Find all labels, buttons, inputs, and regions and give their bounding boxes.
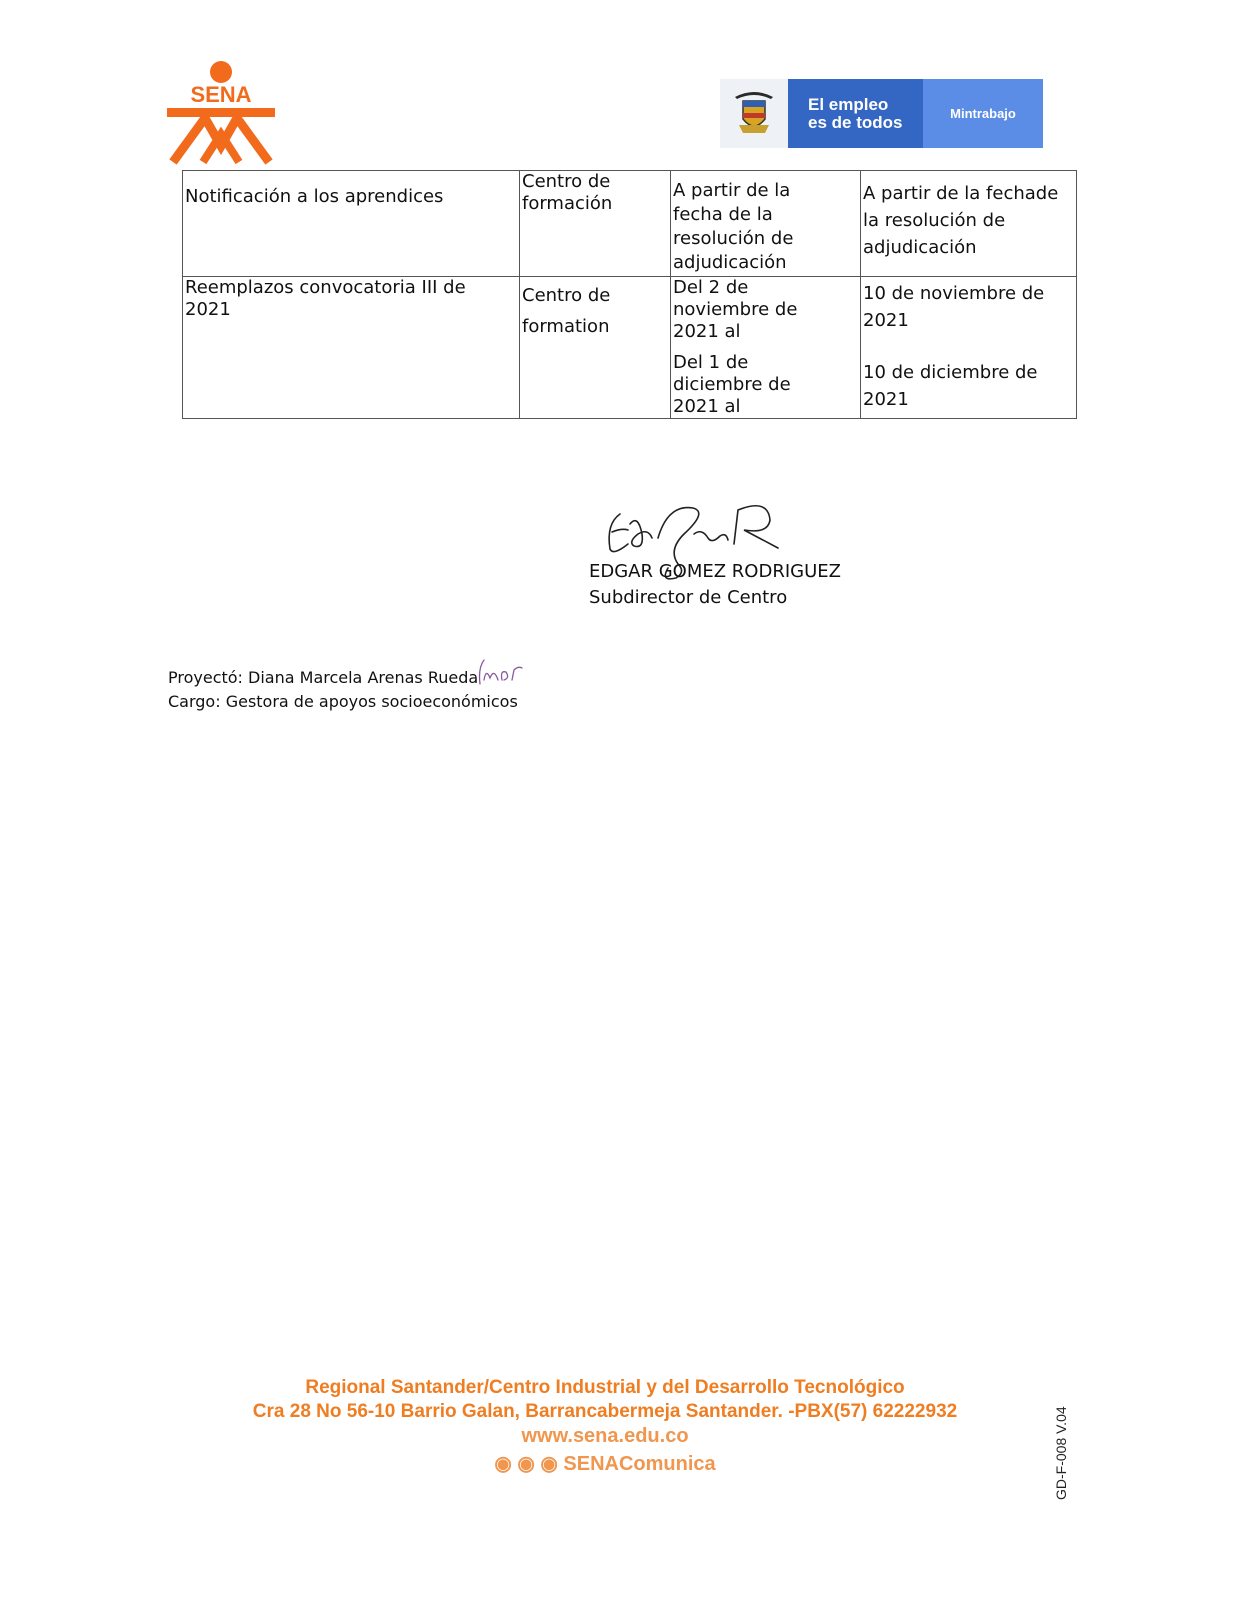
sena-logo <box>165 58 277 168</box>
start-date-cell: A partir de la fecha de la resolución de adjudicación <box>671 171 861 277</box>
end-date-cell: 10 de noviembre de 2021 10 de diciembre de 2021 <box>861 277 1077 419</box>
table-row <box>183 171 1077 277</box>
signer-name: EDGAR GOMEZ RODRIGUEZ <box>589 561 841 582</box>
prepared-role: Cargo: Gestora de apoyos socioeconómicos <box>168 692 518 711</box>
footer-address-line1: Regional Santander/Centro Industrial y del Desarrollo Tecnológico <box>305 1377 905 1398</box>
schedule-table <box>182 170 1077 419</box>
activity-cell: Reemplazos convocatoria III de 2021 <box>183 277 520 419</box>
prepared-by: Proyectó: Diana Marcela Arenas Rueda <box>168 668 479 687</box>
end-date-cell: A partir de la fechade la resolución de adjudicación <box>861 171 1077 277</box>
banner-slogan: El empleo es de todos <box>788 79 923 148</box>
responsible-cell: Centro de formación <box>520 171 671 277</box>
instagram-icon: ◉ <box>540 1453 558 1475</box>
svg-text:SENA: SENA <box>190 82 252 107</box>
activity-cell: Notificación a los aprendices <box>183 171 520 277</box>
start-date-cell: Del 2 de noviembre de 2021 al Del 1 de diciembre de 2021 al <box>671 277 861 419</box>
footer-address-line2: Cra 28 No 56-10 Barrio Galan, Barrancabermeja Santander. -PBX(57) 62222932 <box>252 1401 958 1422</box>
footer-social <box>0 1451 1210 1476</box>
responsible-cell: Centro de formation <box>520 277 671 419</box>
signer-title: Subdirector de Centro <box>589 587 788 608</box>
coat-of-arms-icon <box>720 79 788 148</box>
social-handle: SENAComunica <box>563 1453 716 1475</box>
footer-website: www.sena.edu.co <box>521 1425 689 1447</box>
document-code: GD-F-008 V.04 <box>1053 1406 1069 1500</box>
table-row <box>183 277 1077 419</box>
facebook-icon: ◉ <box>517 1453 535 1475</box>
banner-ministry: Mintrabajo <box>923 79 1043 148</box>
gov-banner <box>720 79 1043 148</box>
handwritten-initials <box>476 654 526 688</box>
twitter-icon: ◉ <box>494 1453 512 1475</box>
